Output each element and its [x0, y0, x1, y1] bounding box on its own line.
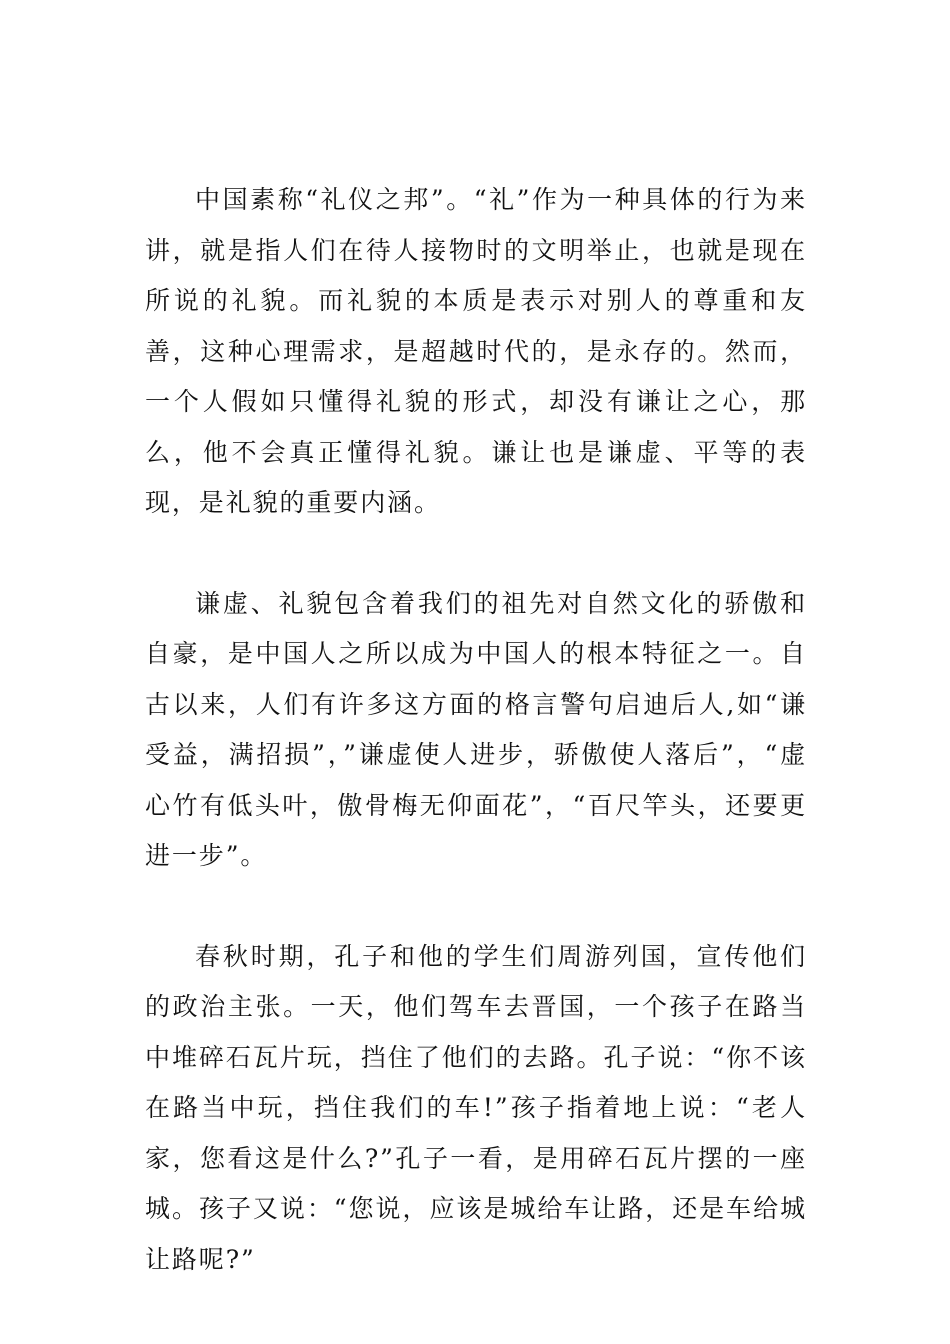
paragraph-3: 春秋时期，孔子和他的学生们周游列国，宣传他们的政治主张。一天，他们驾车去晋国，一个孩子在路当中堆碎石瓦片玩，挡住了他们的去路。孔子说：“你不该在路当中玩，挡住我们的车!”孩子指着地上说：“老人家，您看这是什么?”孔子一看，是用碎石瓦片摆的一座城。孩子又说：“您说，应该是城给车让路，还是车给城让路呢?” [145, 941, 807, 1274]
document-body [145, 175, 807, 1335]
paragraph-2: 谦虚、礼貌包含着我们的祖先对自然文化的骄傲和自豪，是中国人之所以成为中国人的根本特征之一。自古以来，人们有许多这方面的格言警句启迪后人,如“谦受益，满招损”，”谦虚使人进步，骄傲使人落后”，“虚心竹有低头叶，傲骨梅无仰面花”，“百尺竿头，还要更进一步”。 [145, 588, 807, 870]
paragraph-1: 中国素称“礼仪之邦”。“礼”作为一种具体的行为来讲，就是指人们在待人接物时的文明举止，也就是现在所说的礼貌。而礼貌的本质是表示对别人的尊重和友善，这种心理需求，是超越时代的，是永存的。然而，一个人假如只懂得礼貌的形式，却没有谦让之心，那么，他不会真正懂得礼貌。谦让也是谦虚、平等的表现，是礼貌的重要内涵。 [145, 185, 807, 517]
